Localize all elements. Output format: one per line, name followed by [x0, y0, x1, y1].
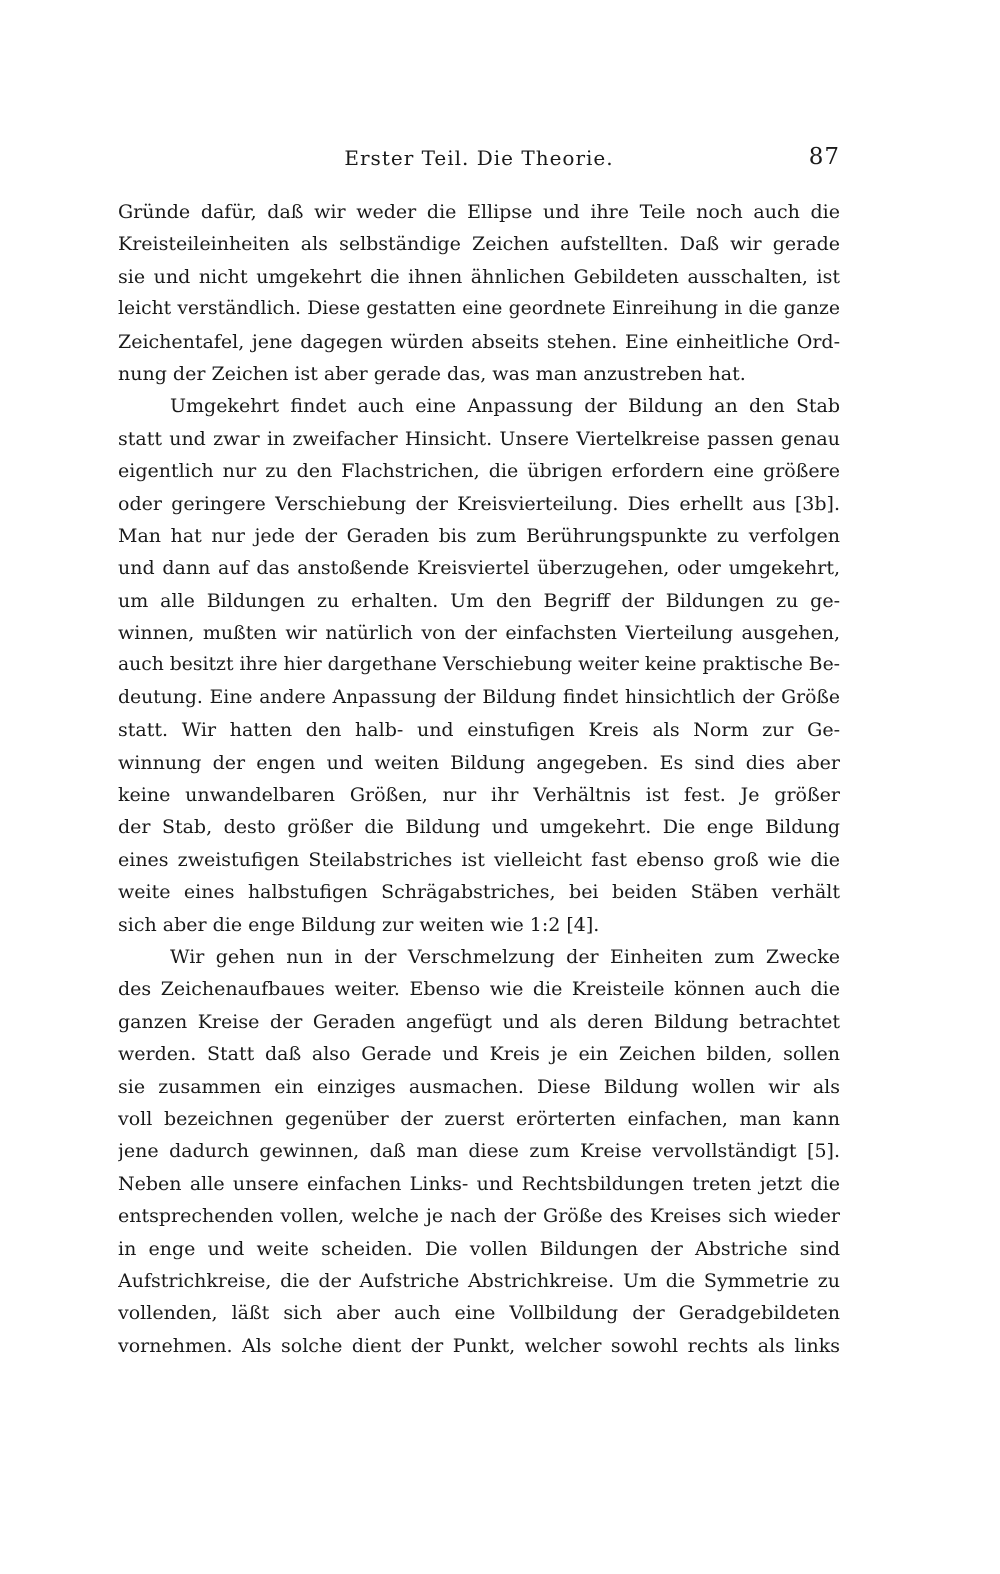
text-line: sie zusammen ein einziges ausmachen. Diese Bildung wollen wir als [118, 1075, 840, 1098]
text-line: werden. Statt daß also Gerade und Kreis je ein Zeichen bilden, sollen [118, 1043, 840, 1066]
text-line: Umgekehrt findet auch eine Anpassung der Bildung an den Stab [170, 395, 840, 418]
text-line: keine unwandelbaren Größen, nur ihr Verhältnis ist fest. Je größer [118, 784, 840, 807]
text-line: jene dadurch gewinnen, daß man diese zum Kreise vervollständigt [5]. [118, 1140, 840, 1163]
text-line: deutung. Eine andere Anpassung der Bildung findet hinsichtlich der Größe [118, 686, 840, 708]
text-line: nung der Zeichen ist aber gerade das, was man anzustreben hat. [118, 362, 746, 385]
text-line: statt und zwar in zweifacher Hinsicht. Unsere Viertelkreise passen genau [118, 427, 840, 450]
text-line: in enge und weite scheiden. Die vollen Bildungen der Abstriche sind [118, 1237, 840, 1260]
text-line: und dann auf das anstoßende Kreisviertel überzugehen, oder umgekehrt, [118, 557, 840, 580]
text-line: eines zweistufigen Steilabstriches ist vielleicht fast ebenso groß wie die [118, 848, 840, 871]
text-line: weite eines halbstufigen Schrägabstriches, bei beiden Stäben verhält [118, 881, 840, 904]
text-line: der Stab, desto größer die Bildung und umgekehrt. Die enge Bildung [118, 816, 840, 839]
text-line: Gründe dafür, daß wir weder die Ellipse und ihre Teile noch auch die [118, 201, 840, 223]
running-head [118, 146, 840, 176]
text-line: Neben alle unsere einfachen Links- und Rechtsbildungen treten jetzt die [118, 1172, 840, 1195]
text-line: um alle Bildungen zu erhalten. Um den Begriff der Bildungen zu ge- [118, 589, 840, 612]
text-line: Zeichentafel, jene dagegen würden abseits stehen. Eine einheitliche Ord- [118, 330, 840, 353]
text-line: sie und nicht umgekehrt die ihnen ähnlichen Gebildeten ausschalten, ist [118, 265, 840, 288]
text-line: leicht verständlich. Diese gestatten eine geordnete Einreihung in die ganze [118, 298, 840, 320]
text-line: Aufstrichkreise, die der Aufstriche Abstrichkreise. Um die Symmetrie zu [118, 1269, 840, 1292]
text-line: eigentlich nur zu den Flachstrichen, die übrigen erfordern eine größere [118, 460, 840, 483]
page-number: 87 [808, 144, 840, 170]
body-text [118, 196, 840, 1362]
text-line: entsprechenden vollen, welche je nach der Größe des Kreises sich wieder [118, 1205, 840, 1228]
text-line: vornehmen. Als solche dient der Punkt, welcher sowohl rechts als links [118, 1334, 840, 1357]
text-line: des Zeichenaufbaues weiter. Ebenso wie die Kreisteile können auch die [118, 978, 840, 1001]
text-line: voll bezeichnen gegenüber der zuerst erörterten einfachen, man kann [118, 1107, 840, 1130]
text-line: ganzen Kreise der Geraden angefügt und als deren Bildung betrachtet [118, 1010, 840, 1033]
paragraph [118, 941, 840, 1362]
text-line: winnen, mußten wir natürlich von der einfachsten Vierteilung ausgehen, [118, 622, 840, 645]
text-line: auch besitzt ihre hier dargethane Verschiebung weiter keine praktische Be- [118, 654, 840, 676]
paragraph [118, 390, 840, 941]
paragraph [118, 196, 840, 390]
text-line: sich aber die enge Bildung zur weiten wie 1:2 [4]. [118, 913, 600, 936]
text-line: winnung der engen und weiten Bildung angegeben. Es sind dies aber [118, 751, 840, 774]
text-line: statt. Wir hatten den halb- und einstufigen Kreis als Norm zur Ge- [118, 719, 840, 742]
text-line: oder geringere Verschiebung der Kreisvierteilung. Dies erhellt aus [3b]. [118, 492, 840, 515]
text-line: vollenden, läßt sich aber auch eine Vollbildung der Geradgebildeten [118, 1302, 840, 1325]
text-line: Kreisteileinheiten als selbständige Zeichen aufstellten. Daß wir gerade [118, 233, 840, 256]
text-line: Man hat nur jede der Geraden bis zum Berührungspunkte zu verfolgen [118, 524, 840, 547]
running-title: Erster Teil. Die Theorie. [344, 146, 614, 170]
text-line: Wir gehen nun in der Verschmelzung der Einheiten zum Zwecke [170, 945, 840, 968]
